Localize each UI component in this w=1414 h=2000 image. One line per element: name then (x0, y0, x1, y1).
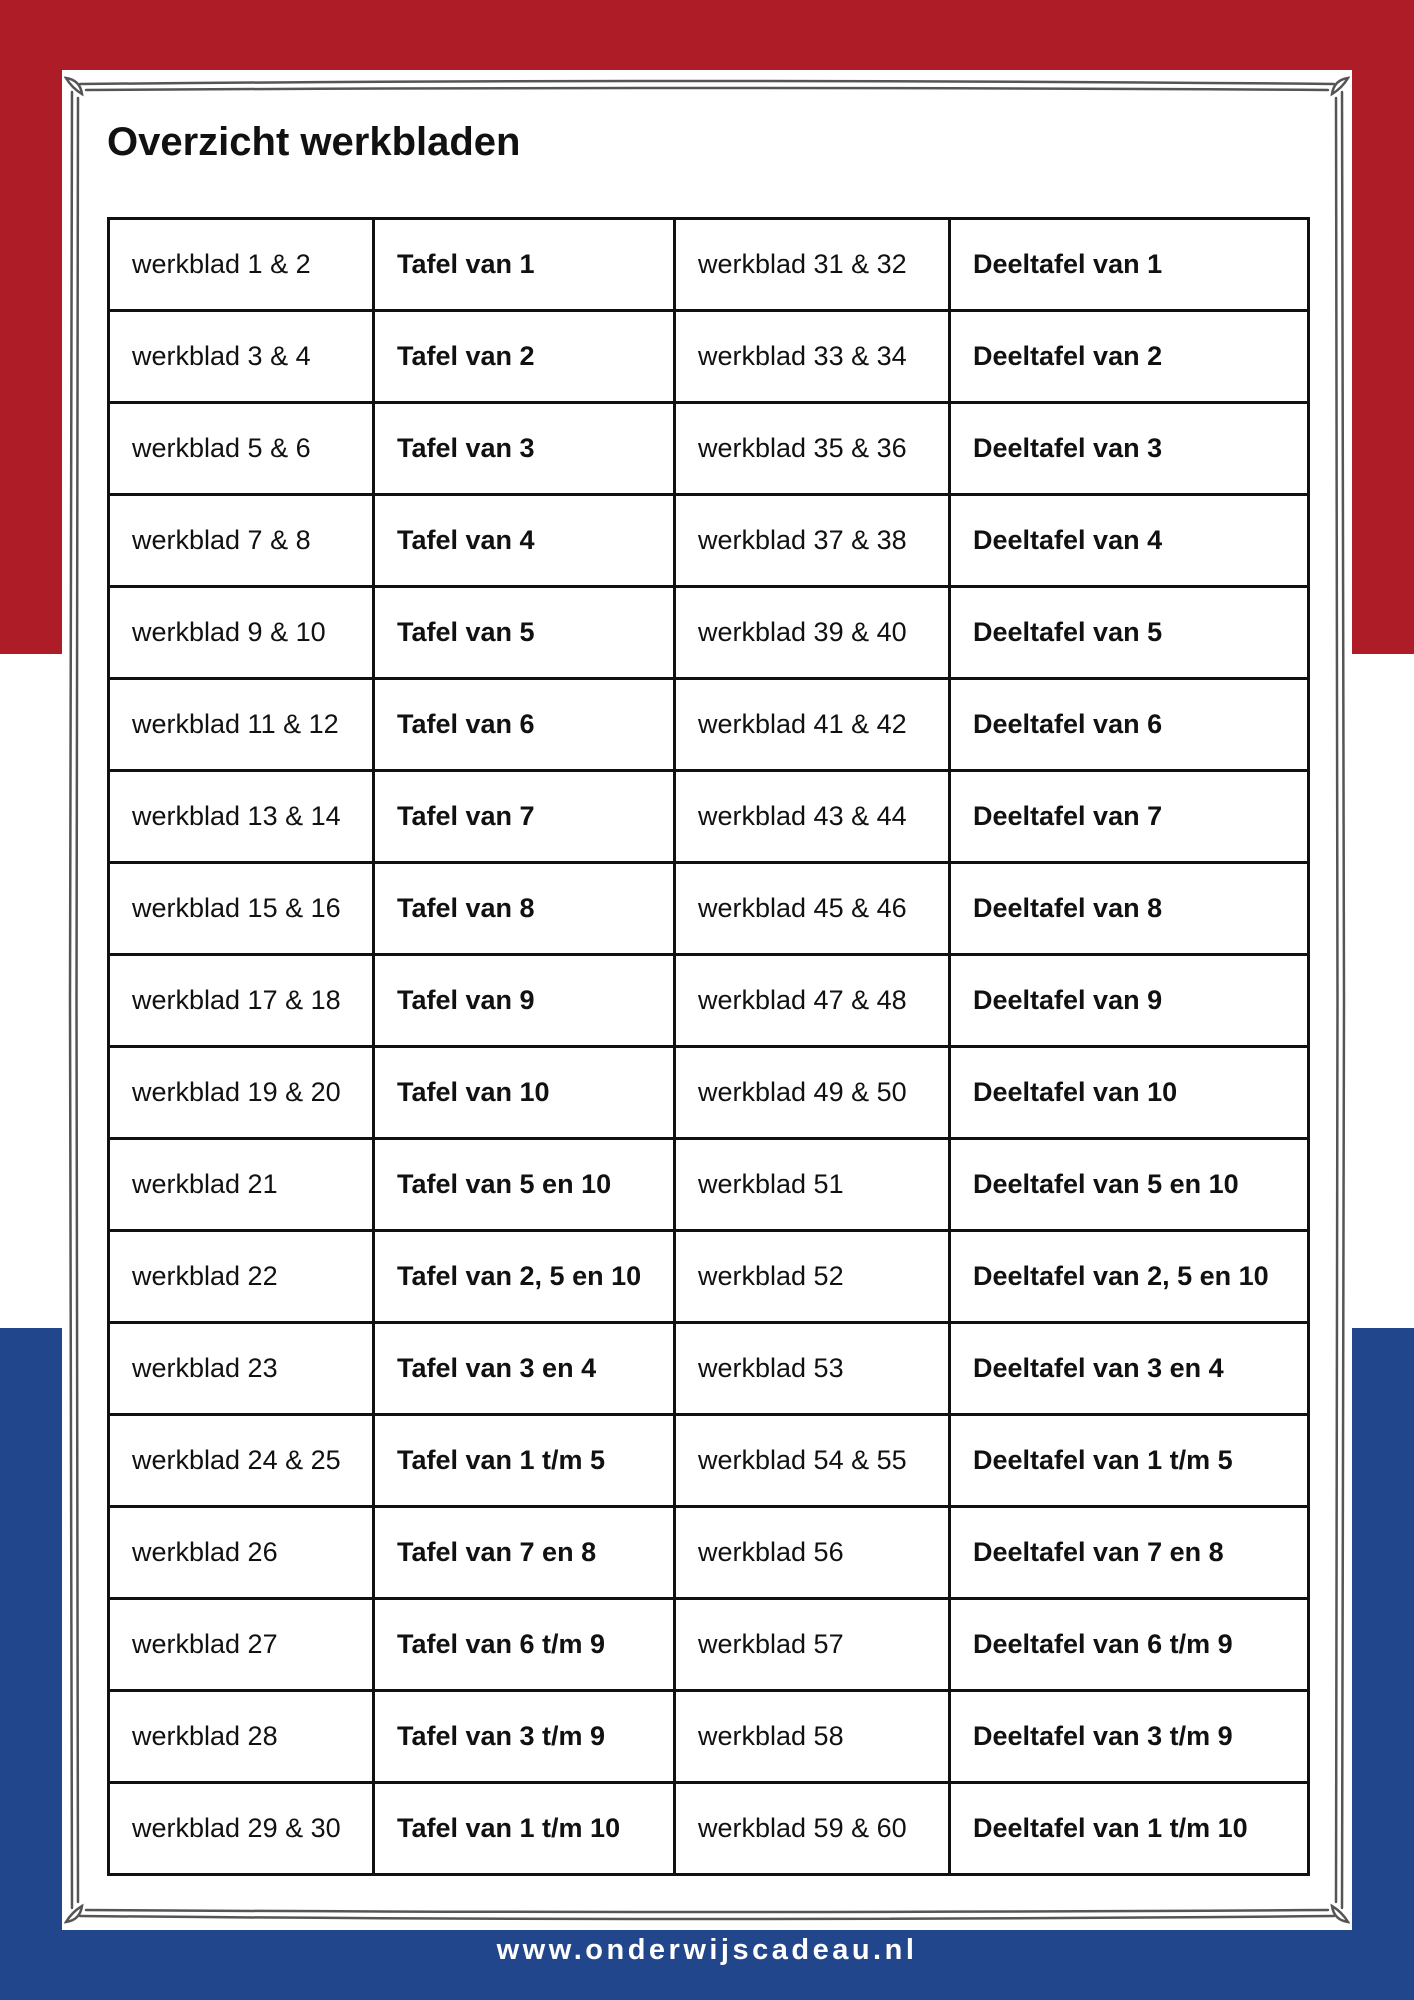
topic-cell: Tafel van 5 (374, 587, 675, 679)
sheet-number-cell: werkblad 22 (109, 1231, 374, 1323)
topic-cell: Deeltafel van 4 (950, 495, 1309, 587)
topic-cell: Deeltafel van 9 (950, 955, 1309, 1047)
topic-cell: Deeltafel van 8 (950, 863, 1309, 955)
table-row (109, 1691, 1309, 1783)
sheet-number-cell: werkblad 13 & 14 (109, 771, 374, 863)
sheet-number-cell: werkblad 28 (109, 1691, 374, 1783)
sheet-number-cell: werkblad 21 (109, 1139, 374, 1231)
topic-cell: Tafel van 6 t/m 9 (374, 1599, 675, 1691)
sheet-number-cell: werkblad 17 & 18 (109, 955, 374, 1047)
topic-cell: Deeltafel van 1 t/m 5 (950, 1415, 1309, 1507)
table-row (109, 403, 1309, 495)
table-row (109, 311, 1309, 403)
table-row (109, 1139, 1309, 1231)
sheet-number-cell: werkblad 33 & 34 (675, 311, 950, 403)
topic-cell: Deeltafel van 10 (950, 1047, 1309, 1139)
topic-cell: Tafel van 2 (374, 311, 675, 403)
topic-cell: Tafel van 2, 5 en 10 (374, 1231, 675, 1323)
topic-cell: Deeltafel van 3 (950, 403, 1309, 495)
sheet-number-cell: werkblad 54 & 55 (675, 1415, 950, 1507)
sheet-number-cell: werkblad 51 (675, 1139, 950, 1231)
table-row (109, 587, 1309, 679)
sheet-number-cell: werkblad 35 & 36 (675, 403, 950, 495)
worksheet-panel (62, 70, 1352, 1930)
topic-cell: Tafel van 5 en 10 (374, 1139, 675, 1231)
sheet-number-cell: werkblad 1 & 2 (109, 219, 374, 311)
table-row (109, 1599, 1309, 1691)
topic-cell: Deeltafel van 2 (950, 311, 1309, 403)
worksheet-overview-table (107, 217, 1310, 1876)
topic-cell: Tafel van 1 t/m 5 (374, 1415, 675, 1507)
topic-cell: Tafel van 1 t/m 10 (374, 1783, 675, 1875)
sheet-number-cell: werkblad 27 (109, 1599, 374, 1691)
topic-cell: Deeltafel van 3 t/m 9 (950, 1691, 1309, 1783)
sheet-number-cell: werkblad 39 & 40 (675, 587, 950, 679)
sheet-number-cell: werkblad 9 & 10 (109, 587, 374, 679)
topic-cell: Tafel van 7 (374, 771, 675, 863)
topic-cell: Deeltafel van 6 t/m 9 (950, 1599, 1309, 1691)
topic-cell: Tafel van 3 en 4 (374, 1323, 675, 1415)
sheet-number-cell: werkblad 41 & 42 (675, 679, 950, 771)
website-url: www.onderwijscadeau.nl (496, 1934, 918, 1966)
topic-cell: Tafel van 3 t/m 9 (374, 1691, 675, 1783)
sheet-number-cell: werkblad 43 & 44 (675, 771, 950, 863)
sheet-number-cell: werkblad 56 (675, 1507, 950, 1599)
sheet-number-cell: werkblad 47 & 48 (675, 955, 950, 1047)
topic-cell: Deeltafel van 1 t/m 10 (950, 1783, 1309, 1875)
table-row (109, 1507, 1309, 1599)
table-row (109, 1415, 1309, 1507)
topic-cell: Deeltafel van 7 (950, 771, 1309, 863)
table-row (109, 1323, 1309, 1415)
sheet-number-cell: werkblad 5 & 6 (109, 403, 374, 495)
topic-cell: Tafel van 7 en 8 (374, 1507, 675, 1599)
table-row (109, 955, 1309, 1047)
topic-cell: Tafel van 4 (374, 495, 675, 587)
topic-cell: Deeltafel van 7 en 8 (950, 1507, 1309, 1599)
table-row (109, 219, 1309, 311)
sheet-number-cell: werkblad 49 & 50 (675, 1047, 950, 1139)
sheet-number-cell: werkblad 58 (675, 1691, 950, 1783)
sheet-number-cell: werkblad 7 & 8 (109, 495, 374, 587)
table-row (109, 679, 1309, 771)
sheet-number-cell: werkblad 59 & 60 (675, 1783, 950, 1875)
sheet-number-cell: werkblad 29 & 30 (109, 1783, 374, 1875)
sheet-number-cell: werkblad 31 & 32 (675, 219, 950, 311)
sheet-number-cell: werkblad 52 (675, 1231, 950, 1323)
sheet-number-cell: werkblad 45 & 46 (675, 863, 950, 955)
topic-cell: Deeltafel van 5 en 10 (950, 1139, 1309, 1231)
topic-cell: Tafel van 8 (374, 863, 675, 955)
page-title: Overzicht werkbladen (107, 120, 521, 164)
sheet-number-cell: werkblad 3 & 4 (109, 311, 374, 403)
topic-cell: Deeltafel van 2, 5 en 10 (950, 1231, 1309, 1323)
sheet-number-cell: werkblad 11 & 12 (109, 679, 374, 771)
sheet-number-cell: werkblad 23 (109, 1323, 374, 1415)
sheet-number-cell: werkblad 57 (675, 1599, 950, 1691)
topic-cell: Deeltafel van 6 (950, 679, 1309, 771)
table-body (109, 219, 1309, 1875)
table-row (109, 1231, 1309, 1323)
table-row (109, 1047, 1309, 1139)
topic-cell: Deeltafel van 3 en 4 (950, 1323, 1309, 1415)
sheet-number-cell: werkblad 26 (109, 1507, 374, 1599)
sheet-number-cell: werkblad 15 & 16 (109, 863, 374, 955)
table-row (109, 863, 1309, 955)
table-row (109, 495, 1309, 587)
sheet-number-cell: werkblad 19 & 20 (109, 1047, 374, 1139)
sheet-number-cell: werkblad 53 (675, 1323, 950, 1415)
table-row (109, 771, 1309, 863)
topic-cell: Tafel van 6 (374, 679, 675, 771)
topic-cell: Tafel van 10 (374, 1047, 675, 1139)
topic-cell: Tafel van 3 (374, 403, 675, 495)
table-row (109, 1783, 1309, 1875)
sheet-number-cell: werkblad 37 & 38 (675, 495, 950, 587)
sheet-number-cell: werkblad 24 & 25 (109, 1415, 374, 1507)
topic-cell: Deeltafel van 1 (950, 219, 1309, 311)
topic-cell: Deeltafel van 5 (950, 587, 1309, 679)
topic-cell: Tafel van 9 (374, 955, 675, 1047)
topic-cell: Tafel van 1 (374, 219, 675, 311)
